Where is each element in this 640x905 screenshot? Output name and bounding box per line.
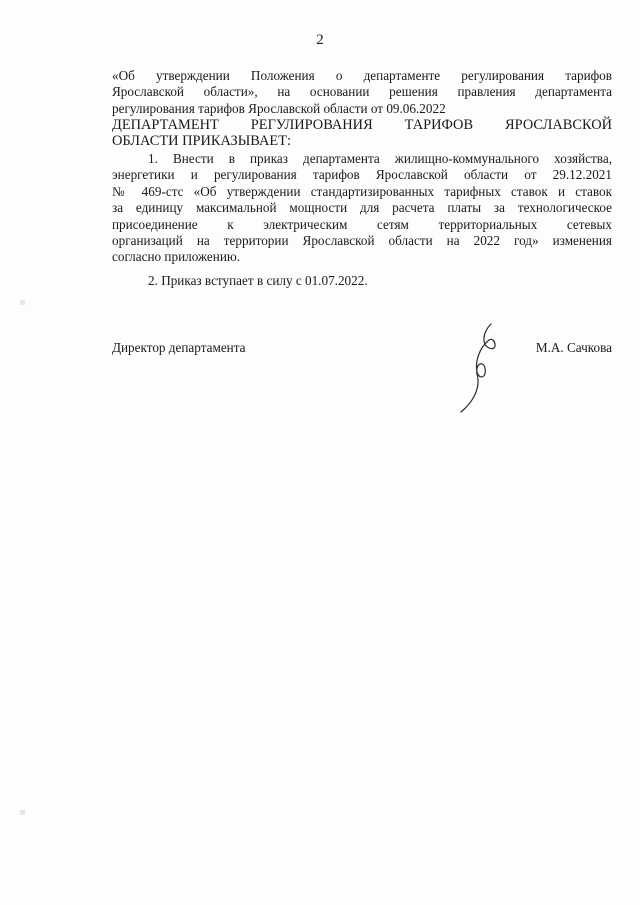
signatory-name: М.А. Сачкова: [535, 340, 612, 355]
order-heading-line: ОБЛАСТИ ПРИКАЗЫВАЕТ:: [112, 133, 291, 150]
item1-line: 1. Внести в приказ департамента жилищно-коммунального хозяйства,: [148, 151, 612, 166]
intro-line: регулирования тарифов Ярославской области от 09.06.2022: [112, 100, 446, 116]
intro-line: «Об утверждении Положения о департаменте регулирования тарифов: [112, 68, 612, 83]
order-item-1: [112, 151, 612, 266]
order-heading-line: ДЕПАРТАМЕНТ РЕГУЛИРОВАНИЯ ТАРИФОВ ЯРОСЛАВСКОЙ: [112, 117, 612, 133]
scan-artifact: [20, 810, 25, 815]
page-number: 2: [316, 32, 324, 48]
signature-block: [112, 340, 612, 360]
order-heading: [112, 117, 612, 150]
handwritten-signature: [455, 318, 515, 418]
item1-line: энергетики и регулирования тарифов Ярославской области от 29.12.2021: [112, 167, 612, 183]
item1-line: организаций на территории Ярославской области на 2022 год» изменения: [112, 232, 612, 248]
scan-artifact: [20, 300, 25, 305]
intro-paragraph: [112, 68, 612, 117]
signatory-position: Директор департамента: [112, 340, 246, 355]
item1-line: присоединение к электрическим сетям территориальных сетевых: [112, 216, 612, 232]
item1-line: № 469-стс «Об утверждении стандартизированных тарифных ставок и ставок: [112, 183, 612, 199]
item1-line: согласно приложению.: [112, 249, 241, 265]
order-item-2: [112, 273, 612, 289]
item2-line: 2. Приказ вступает в силу с 01.07.2022.: [148, 273, 368, 288]
intro-line: Ярославской области», на основании решения правления департамента: [112, 84, 612, 100]
item1-line: за единицу максимальной мощности для расчета платы за технологическое: [112, 200, 612, 216]
